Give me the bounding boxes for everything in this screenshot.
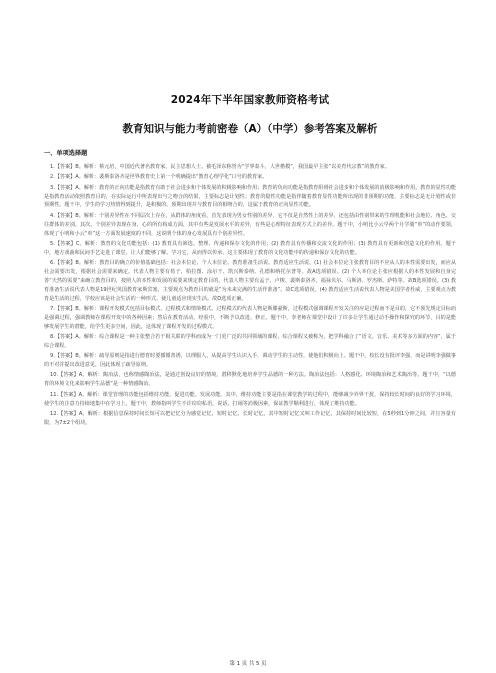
answer-item-6: 6.【答案】B。解析：教育目的确立的价值基础包括：社会本位论、个人本位论、教育准备生活说、教育适应生活说。(1) 社会本位论主张教育目的不应从人的本性需要出发，而应从社会需要出发，根据社会需要来确定。代表人物主要有荀子、柏拉图、涂尔干、凯兴斯泰纳、孔德和纳托尔普等。故A选项错误。(2) 个人本位论主张应根据人的本性发展和自身完善“天然的需要”来确立教育目的，按照人的本性和发展的需要来规定教育目的。代表人物主要有孟子、卢梭、裴斯泰洛齐、福禄贝尔、马斯洛、罗杰斯、萨特等。故B选项错误。(3) 教育准备生活说代表人物是19世纪英国教育家斯宾塞，主要观点为教育目的就是“为未来完满的生活作准备”。故C选项错误。(4) 教育适应生活说代表人物是美国学者杜威，主要观点为教育是生活的过程，学校应该是社会生活的一种形式，使儿童适应现实生活。故D选项正确。 <box>44 260 456 302</box>
section-heading: 一、单项选择题 <box>44 150 88 157</box>
answer-item-4: 4.【答案】B。解析：个别差异性在不同层次上存在，从群体的角度看，首先表现为男女性别的差异，它不仅是自然性上的差异，还包括由性别带来的生理机能和社会地位、角色、交往群体的差别。其次，个别差异表现在身、心的所有构成方面，其中有些是发展水平的差异，有些是心理特征表现方式上的差异。题干中，小明比小云早两个月学骑“单”的动作要领，体现了小明和小云“单”这一方面发展速度的不同，这说明个体的身心发展具有个别差异性。 <box>44 212 456 237</box>
answer-item-9: 9.【答案】B。解析：疏导原则是指进行德育时要循循善诱，以理服人，从提高学生认识入手，调动学生的主动性，使他们积极向上。题干中，校长没有批评李强，而是讲明李强做事的不对并提出改进意见，因此体现了疏导原则。 <box>44 353 456 369</box>
document-title: 2024年下半年国家教师资格考试 <box>170 94 330 106</box>
document-subtitle: 教育知识与能力考前密卷（A）（中学）参考答案及解析 <box>122 123 378 135</box>
answer-item-7: 7.【答案】B。解析：课程开发模式包括目标模式、过程模式和情境模式。过程模式的代表人物是斯滕豪斯，过程模式强调课程开发关注的应是过程而不是目的，它不预先规定目标而是强调过程，强调教师在课程开发中的各种因素；然后在教育活动、经验中，不断予以改进、修正。题干中，李老师在课堂中设计了许多让学生通过动手操作和探究的环节，目的是能够发展学生的潜能，给学生更多空间，因此，这体现了课程开发的过程模式。 <box>44 305 456 330</box>
answer-item-11: 11.【答案】A。解析：课堂管理的功能包括维持功能、促进功能、发展功能。其中，维持功能主要是指在课堂教学的过程中，能够减少外界干扰，保持较长时间的良好的学习环境，使学生的注意力持续地集中在学习上。题干中，教师指叫学生不许窃窃私语，说话、打闹等消极因素，保证教学顺利进行，体现了维持功能。 <box>44 391 456 407</box>
answer-item-2: 2.【答案】A。解析：裴斯泰洛齐是世界教育史上第一个明确提出“教育心理学化”口号的教育家。 <box>50 174 268 181</box>
answer-item-8: 8.【答案】A。解析：综合课程是一种主张整合若干相关联的学科而成为一门更广泛的共同领域的课程，综合课程又被称为，把学科融合了“语文、音乐、美术等多方面的内容”，属于综合课程。 <box>44 334 456 349</box>
answer-item-10: 10.【答案】A。解析：陶冶法，也称情感陶冶法，是通过创设良好的情境，潜移默化地培养学生品德的一种方法。陶冶法包括：人格感化、环境陶冶和艺术陶冶等。题干中，“以德育的环境文化来影响学生品德”是一种情感陶冶。 <box>44 372 456 388</box>
answer-item-1: 1.【答案】B。解析：蔡元培，中国近代著名教育家，民主思想人士。被毛泽东称誉为“学界泰斗，人世楷模”，我国最早主张“以美育代宗教”的教育家。 <box>50 164 390 170</box>
answer-item-12: 12.【答案】A。解析：根据信息保持时间长短可以把记忆分为感觉记忆、短时记忆、长时记忆。其中短时记忆又叫工作记忆，其保持时间比较短，在5秒到1分钟之间，并且容量有限，为7±2个组块。 <box>44 410 456 426</box>
page-footer: 第 1 页 共 5 页 <box>229 661 267 667</box>
answer-item-3: 3.【答案】A。解析：教育的正向功能是指教育有助于社会进步和个体发展的积极影响和作用；教育的负向功能是指教育阻碍社会进步和个体发展的消极影响和作用。教育的显性功能是指教育活动依照教育目的，在实际运行中所表现出与之吻合的结果，主要标志是计划性；教育的隐性功能是指伴随着教育显性功能所出现的非预期的功能，主要标志是无计划性或非预期性。题干中，学生的学习热情得到提升，是积极的、预期出现并与教育目的相吻合的，这属于教育的正向显性功能。 <box>44 184 456 209</box>
answer-item-5: 5.【答案】C。解析：教育的文化功能包括：(1) 教育具有筛选、整理、传递和保存文化的作用；(2) 教育具有传播和交流文化的作用；(3) 教育具有更新和创造文化的作用。题干中，地方戏曲和民间手艺走进了课堂，让人们能够了解、学习它，从而得以传承，这主要体现了教育的文化功能中的传递和保存文化的功能。 <box>44 240 456 256</box>
